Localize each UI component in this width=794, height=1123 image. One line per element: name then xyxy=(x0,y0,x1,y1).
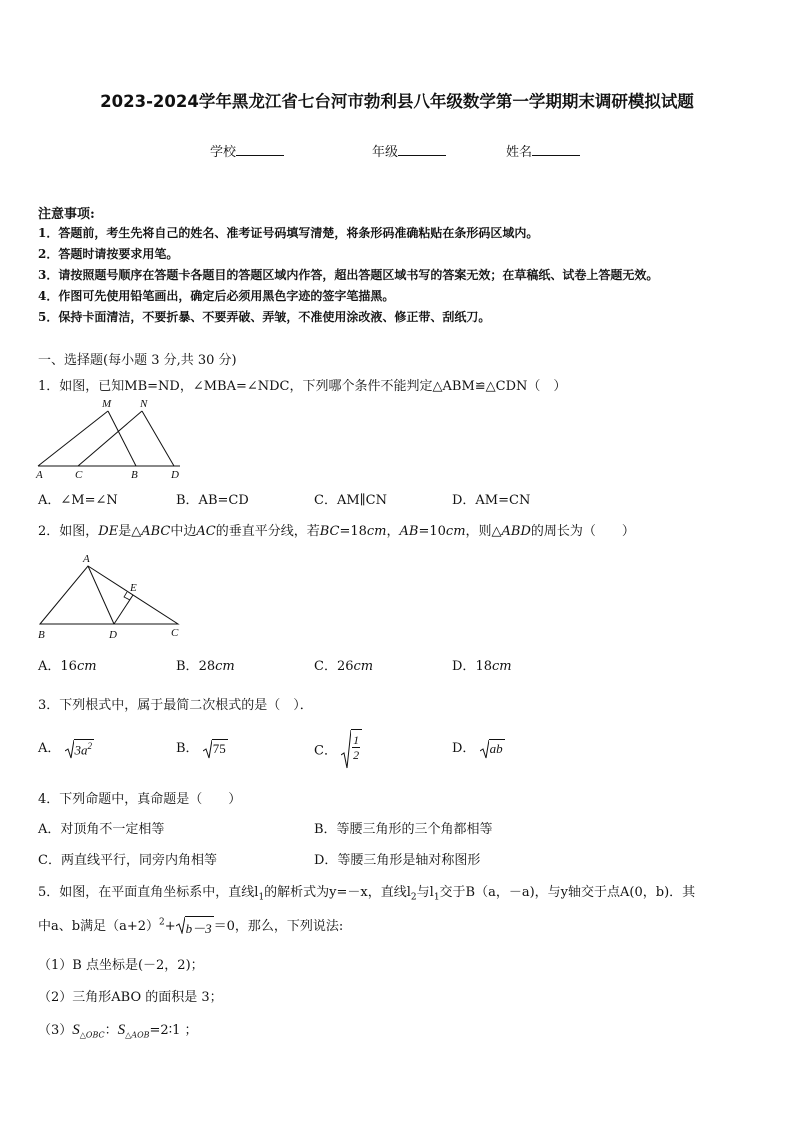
q3-option-a[interactable] xyxy=(38,737,94,759)
radicand: b－3 xyxy=(185,916,214,937)
denominator: 2 xyxy=(353,748,360,762)
q1-option-c[interactable]: C．AM∥CN xyxy=(314,493,387,508)
q2-option-a[interactable] xyxy=(38,655,97,674)
radicand xyxy=(74,739,95,758)
q5-text: ＝0，那么，下列说法: xyxy=(213,919,344,934)
q2-label-c: C xyxy=(171,627,179,639)
radicand xyxy=(351,729,362,762)
option-value: 26 xyxy=(336,659,354,674)
option-unit: cm xyxy=(215,659,235,674)
grade-blank[interactable] xyxy=(398,143,446,156)
q2-label-e: E xyxy=(130,582,137,594)
q4-stem: 4．下列命题中，真命题是（ ） xyxy=(38,792,242,807)
q5-item-2: （2）三角形ABO 的面积是 3； xyxy=(38,990,223,1005)
radicand: 75 xyxy=(212,740,226,756)
q2-text: 的周长为（ ） xyxy=(530,524,635,539)
option-prefix: C． xyxy=(314,659,337,674)
q2-option-d[interactable] xyxy=(452,655,512,674)
name-field xyxy=(506,141,580,160)
option-prefix: C． xyxy=(314,743,337,759)
q5-item-3 xyxy=(38,1019,197,1040)
q2-text: ，则△ xyxy=(465,524,502,539)
subscript: 1 xyxy=(433,892,440,903)
q2-unit: cm xyxy=(366,524,387,539)
subscript: △AOB xyxy=(125,1030,150,1040)
q3-option-d[interactable] xyxy=(452,737,505,759)
school-blank[interactable] xyxy=(236,143,284,156)
q1-label-m: M xyxy=(102,398,112,410)
q1-label-b: B xyxy=(131,469,138,481)
radical-icon xyxy=(65,739,74,759)
q2-var-abd: ABD xyxy=(501,524,531,539)
q4-option-a[interactable]: A．对顶角不一定相等 xyxy=(38,822,165,837)
q2-text: =10 xyxy=(418,524,446,539)
q5-text: （3） xyxy=(38,1023,73,1038)
option-value: 18 xyxy=(475,659,492,674)
q5-stem-line2 xyxy=(38,915,343,937)
radical-icon xyxy=(176,916,185,934)
option-unit: cm xyxy=(353,659,374,674)
option-prefix: B． xyxy=(176,741,199,756)
q5-text: + xyxy=(164,919,176,934)
option-value: 28 xyxy=(198,659,216,674)
fraction xyxy=(352,733,360,762)
option-prefix: B． xyxy=(176,659,199,674)
q5-item-1: （1）B 点坐标是(－2，2)； xyxy=(38,958,204,973)
q1-line-cn xyxy=(78,411,142,466)
numerator: 1 xyxy=(353,733,360,747)
school-field xyxy=(210,141,284,160)
q2-line-de xyxy=(114,595,133,624)
q1-label-d: D xyxy=(171,469,179,481)
q4-option-d[interactable]: D．等腰三角形是轴对称图形 xyxy=(314,853,481,868)
q5-text: 5．如图，在平面直角坐标系中，直线l xyxy=(38,885,259,900)
q2-text: 的垂直平分线，若 xyxy=(215,524,320,539)
area-symbol: S xyxy=(72,1022,80,1038)
q2-option-c[interactable] xyxy=(314,655,373,674)
q5-text: 的解析式为y=－x，直线l xyxy=(264,885,411,900)
area-symbol: S xyxy=(117,1022,126,1038)
q5-text: ： xyxy=(104,1023,118,1038)
exponent: 2 xyxy=(87,740,93,751)
notice-item-4: 4．作图可先使用铅笔画出，确定后必须用黑色字迹的签字笔描黑。 xyxy=(38,289,395,303)
q1-stem: 1．如图，已知MB=ND，∠MBA=∠NDC，下列哪个条件不能判定△ABM≌△CDN（ ） xyxy=(38,379,567,394)
name-blank[interactable] xyxy=(532,143,580,156)
option-prefix: D． xyxy=(452,659,476,674)
sqrt-sign xyxy=(341,729,362,769)
school-label: 学校 xyxy=(210,145,237,160)
sqrt-sign xyxy=(65,739,95,759)
sqrt-sign xyxy=(176,916,214,937)
q2-triangle-abc xyxy=(40,566,178,624)
q5-text: 中a、b满足（a+2） xyxy=(38,919,159,934)
radicand: ab xyxy=(489,740,503,756)
sqrt-sign xyxy=(480,739,505,759)
option-prefix: A． xyxy=(38,741,61,756)
radical-icon xyxy=(203,739,212,759)
q2-figure xyxy=(30,546,190,642)
q2-var-ab: AB xyxy=(399,524,419,539)
q2-label-a: A xyxy=(83,553,90,565)
subscript: 1 xyxy=(258,892,265,903)
q1-option-b[interactable]: B．AB=CD xyxy=(176,493,249,508)
q1-option-d[interactable]: D．AM=CN xyxy=(452,493,531,508)
q2-option-b[interactable] xyxy=(176,655,235,674)
subscript: △OBC xyxy=(79,1030,105,1040)
radical-icon xyxy=(480,739,489,759)
notice-item-2: 2．答题时请按要求用笔。 xyxy=(38,247,179,261)
q2-var-ac: AC xyxy=(196,524,216,539)
grade-field xyxy=(372,141,446,160)
q2-unit: cm xyxy=(445,524,466,539)
option-prefix: D． xyxy=(452,741,476,756)
notice-item-3: 3．请按照题号顺序在答题卡各题目的答题区域内作答，超出答题区域书写的答案无效；在草稿纸、试卷上答题无效。 xyxy=(38,268,659,282)
q2-text: 中边 xyxy=(170,524,197,539)
name-label: 姓名 xyxy=(506,145,533,160)
q4-option-b[interactable]: B．等腰三角形的三个角都相等 xyxy=(314,822,493,837)
radicand-text: 3a xyxy=(74,741,88,757)
q5-stem-line1 xyxy=(38,881,695,903)
q5-text: 交于B（a，－a)，与y轴交于点A(0，b)．其 xyxy=(439,885,696,900)
q3-option-c[interactable] xyxy=(314,729,362,769)
option-unit: cm xyxy=(491,659,512,674)
subscript: 2 xyxy=(410,892,417,903)
q4-option-c[interactable]: C．两直线平行，同旁内角相等 xyxy=(38,853,217,868)
superscript: 2 xyxy=(159,917,165,928)
q1-label-a: A xyxy=(36,469,43,481)
option-value: 16 xyxy=(60,659,77,674)
q2-text: 是△ xyxy=(118,524,142,539)
notice-item-1: 1．答题前，考生先将自己的姓名、准考证号码填写清楚，将条形码准确粘贴在条形码区域内。 xyxy=(38,226,539,240)
notice-heading: 注意事项: xyxy=(38,207,95,222)
grade-label: 年级 xyxy=(372,145,399,160)
notice-item-5: 5．保持卡面清洁，不要折暴、不要弄破、弄皱，不准使用涂改液、修正带、刮纸刀。 xyxy=(38,310,491,324)
q2-var-de: DE xyxy=(98,524,119,539)
q2-label-d: D xyxy=(109,629,117,641)
q1-line-am xyxy=(38,411,108,466)
q2-var-bc: BC xyxy=(319,524,340,539)
q3-stem: 3．下列根式中，属于最简二次根式的是（ ）． xyxy=(38,698,313,713)
q2-stem xyxy=(38,520,635,539)
option-prefix: A． xyxy=(38,659,61,674)
option-unit: cm xyxy=(76,659,97,674)
page-title: 2023-2024学年黑龙江省七台河市勃利县八年级数学第一学期期末调研模拟试题 xyxy=(100,92,694,111)
q1-option-a[interactable]: A．∠M=∠N xyxy=(38,493,118,508)
q3-option-b[interactable] xyxy=(176,737,228,759)
q5-text: =2∶1 ； xyxy=(149,1023,198,1038)
radical-icon xyxy=(341,729,351,769)
section-heading: 一、选择题(每小题 3 分,共 30 分) xyxy=(38,353,237,368)
q1-label-n: N xyxy=(140,398,148,410)
q2-label-b: B xyxy=(38,629,45,641)
q5-text: 与l xyxy=(416,885,434,900)
q2-text: 2．如图， xyxy=(38,524,99,539)
q1-figure xyxy=(30,394,190,484)
q1-label-c: C xyxy=(75,469,83,481)
q2-var-abc: ABC xyxy=(141,524,171,539)
sqrt-sign xyxy=(203,739,228,759)
q2-text: =18 xyxy=(339,524,367,539)
q2-text: ， xyxy=(386,524,400,539)
q1-line-nd xyxy=(142,411,174,466)
